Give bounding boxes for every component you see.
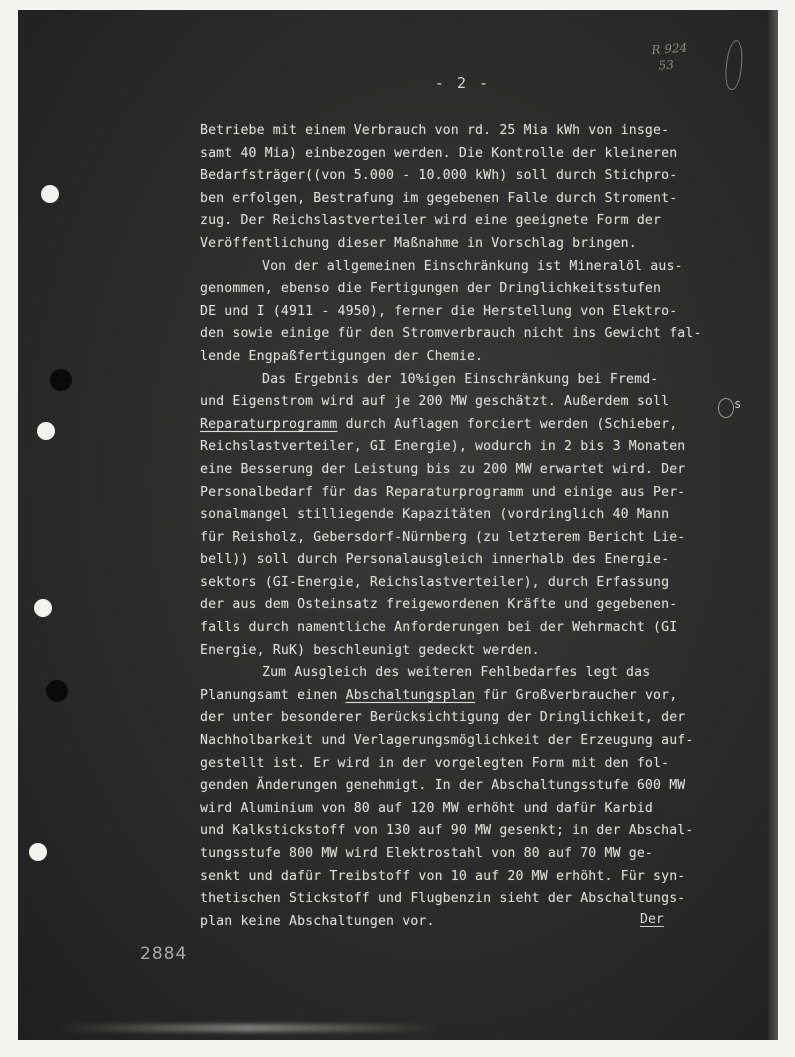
text-line <box>200 233 760 256</box>
text-line <box>200 210 760 233</box>
text-line <box>200 685 760 708</box>
punch-hole <box>37 422 55 440</box>
text-segment: sonalmangel stilliegende Kapazitäten (vordringlich 40 Mann <box>200 507 670 523</box>
text-segment: falls durch namentliche Anforderungen bei der Wehrmacht (GI <box>200 620 678 636</box>
text-line <box>200 572 760 595</box>
text-segment: bell)) soll durch Personalausgleich innerhalb des Energie- <box>200 552 670 568</box>
text-line <box>200 504 760 527</box>
text-line <box>200 640 760 663</box>
text-segment: Planungsamt einen <box>200 687 346 703</box>
text-line <box>200 617 760 640</box>
text-line <box>200 730 760 753</box>
text-line <box>200 369 760 392</box>
text-segment: Zum Ausgleich des weiteren Fehlbedarfes legt das <box>262 665 651 681</box>
text-segment: Das Ergebnis der 10%igen Einschränkung bei Fremd- <box>262 371 659 387</box>
text-segment: tungsstufe 800 MW wird Elektrostahl von 80 auf 70 MW ge- <box>200 846 654 861</box>
text-segment: Bedarfsträger((von 5.000 - 10.000 kWh) soll durch Stichpro- <box>200 168 678 184</box>
text-segment: Energie, RuK) beschleunigt gedeckt werden. <box>200 642 540 658</box>
text-segment: zug. Der Reichslastverteiler wird eine geeignete Form der <box>200 213 662 229</box>
text-line <box>200 278 760 301</box>
text-line <box>200 165 760 188</box>
text-segment: Veröffentlichung dieser Maßnahme in Vorschlag bringen. <box>200 235 637 251</box>
page-number: - 2 - <box>434 74 491 92</box>
text-line <box>200 188 760 211</box>
punch-hole <box>46 680 68 702</box>
text-line <box>200 391 760 414</box>
underlined-term: Reparaturprogramm <box>200 416 338 432</box>
punch-hole <box>50 369 72 391</box>
punch-hole <box>41 185 59 203</box>
text-segment: ben erfolgen, Bestrafung im gegebenen Falle durch Stroment- <box>200 190 678 206</box>
archive-handwritten-mark <box>651 38 713 74</box>
text-segment: lende Engpaßfertigungen der Chemie. <box>200 348 484 364</box>
text-line <box>200 753 760 776</box>
text-segment: genommen, ebenso die Fertigungen der Dringlichkeitsstufen <box>200 281 662 297</box>
text-line <box>200 798 760 821</box>
text-segment: sektors (GI-Energie, Reichslastverteiler), durch Erfassung <box>200 574 670 590</box>
text-line <box>200 120 760 143</box>
text-segment: samt 40 Mia) einbezogen werden. Die Kontrolle der kleineren <box>200 145 678 161</box>
catchword-next-page: Der <box>640 912 664 927</box>
text-segment: gestellt ist. Er wird in der vorgelegten Form mit den fol- <box>200 755 670 771</box>
body-text <box>200 120 760 933</box>
text-segment: den sowie einige für den Stromverbrauch nicht ins Gewicht fal- <box>200 326 702 342</box>
margin-mark: s <box>734 397 742 411</box>
text-line <box>200 820 760 843</box>
text-segment: eine Besserung der Leistung bis zu 200 MW erwartet wird. Der <box>200 461 686 477</box>
text-line <box>200 662 760 685</box>
text-segment: der unter besonderer Berücksichtigung der Dringlichkeit, der <box>200 710 686 726</box>
text-line <box>200 549 760 572</box>
text-line <box>200 527 760 550</box>
text-segment: Reichslastverteiler, GI Energie), wodurch in 2 bis 3 Monaten <box>200 439 686 455</box>
underlined-term: Abschaltungsplan <box>345 687 476 703</box>
punch-hole <box>29 843 47 861</box>
text-segment: DE und I (4911 - 4950), ferner die Herstellung von Elektro- <box>200 303 678 319</box>
text-segment: thetischen Stickstoff und Flugbenzin sieht der Abschaltungs- <box>200 891 686 907</box>
text-segment: Betriebe mit einem Verbrauch von rd. 25 Mia kWh von insge- <box>200 123 670 138</box>
text-segment: Nachholbarkeit und Verlagerungsmöglichkeit der Erzeugung auf- <box>200 733 694 749</box>
text-segment: und Eigenstrom wird auf je 200 MW geschätzt. Außerdem soll <box>200 394 670 410</box>
text-segment: genden Änderungen genehmigt. In der Abschaltungsstufe 600 MW <box>200 778 686 794</box>
text-line <box>200 436 760 459</box>
text-line <box>200 482 760 505</box>
archive-mark-line: R 924 <box>651 40 688 58</box>
text-line <box>200 301 760 324</box>
document-number: 2884 <box>140 944 188 964</box>
text-segment: Von der allgemeinen Einschränkung ist Mineralöl aus- <box>262 258 683 274</box>
punch-hole <box>34 599 52 617</box>
text-line <box>200 143 760 166</box>
text-segment: wird Aluminium von 80 auf 120 MW erhöht und dafür Karbid <box>200 800 654 816</box>
text-segment: durch Auflagen forciert werden (Schieber, <box>337 416 678 432</box>
text-line <box>200 323 760 346</box>
sheet-edge-shadow <box>768 10 778 1040</box>
text-line <box>200 707 760 730</box>
text-segment: und Kalkstickstoff von 130 auf 90 MW gesenkt; in der Abschal- <box>200 823 694 839</box>
text-line <box>200 346 760 369</box>
text-line <box>200 256 760 279</box>
text-segment: für Reisholz, Gebersdorf-Nürnberg (zu letzterem Bericht Lie- <box>200 529 686 545</box>
text-line <box>200 843 760 866</box>
bottom-light-streak <box>58 1024 438 1032</box>
text-line <box>200 888 760 911</box>
text-line <box>200 775 760 798</box>
text-segment: für Großverbraucher vor, <box>475 687 678 703</box>
text-segment: plan keine Abschaltungen vor. <box>200 913 435 929</box>
text-segment: senkt und dafür Treibstoff von 10 auf 20 MW erhöht. Für syn- <box>200 868 686 884</box>
archive-mark-line: 53 <box>658 57 675 73</box>
text-segment: der aus dem Osteinsatz freigewordenen Kräfte und gegebenen- <box>200 597 678 613</box>
text-line <box>200 866 760 889</box>
margin-circle-icon <box>718 398 734 418</box>
text-line <box>200 594 760 617</box>
text-line <box>200 459 760 482</box>
text-segment: Personalbedarf für das Reparaturprogramm und einige aus Per- <box>200 484 686 500</box>
text-line <box>200 414 760 437</box>
text-line <box>200 911 760 934</box>
